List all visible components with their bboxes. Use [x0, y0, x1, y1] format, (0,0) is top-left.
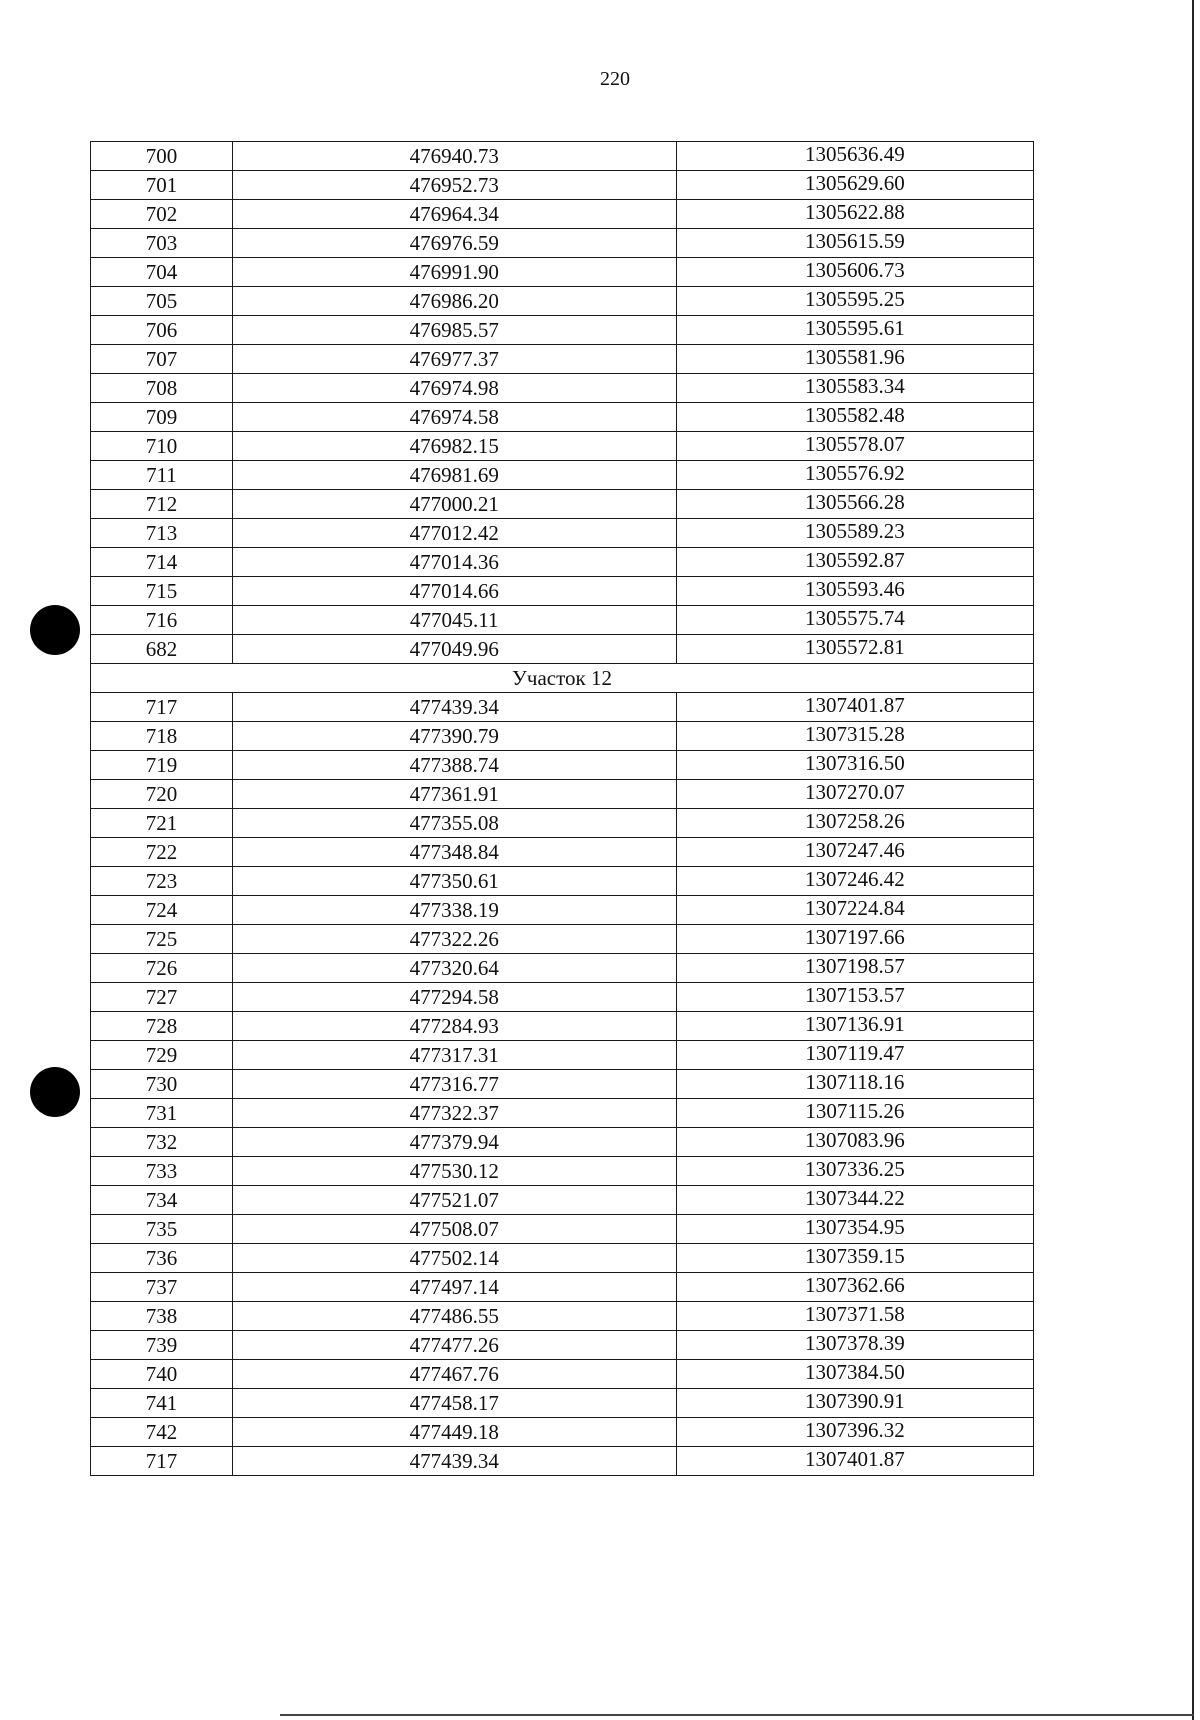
table-row: [91, 1070, 1034, 1099]
table-row: [91, 867, 1034, 896]
table-row: [91, 780, 1034, 809]
y-coordinate-cell: 1307224.84: [676, 896, 1033, 925]
section-header-group: [91, 664, 1034, 693]
table-row: [91, 548, 1034, 577]
y-coordinate-cell: 1305595.61: [676, 316, 1033, 345]
y-coordinate-cell: 1307384.50: [676, 1360, 1033, 1389]
x-coordinate-cell: 477449.18: [232, 1418, 676, 1447]
table-row: [91, 1099, 1034, 1128]
x-coordinate-cell: 477320.64: [232, 954, 676, 983]
table-row: [91, 606, 1034, 635]
x-coordinate-cell: 476952.73: [232, 171, 676, 200]
point-number-cell: 682: [91, 635, 233, 664]
x-coordinate-cell: 477012.42: [232, 519, 676, 548]
table-row: [91, 432, 1034, 461]
point-number-cell: 740: [91, 1360, 233, 1389]
y-coordinate-cell: 1305581.96: [676, 345, 1033, 374]
table-row: [91, 229, 1034, 258]
y-coordinate-cell: 1307258.26: [676, 809, 1033, 838]
table-row: [91, 954, 1034, 983]
x-coordinate-cell: 477322.37: [232, 1099, 676, 1128]
y-coordinate-cell: 1307315.28: [676, 722, 1033, 751]
y-coordinate-cell: 1307336.25: [676, 1157, 1033, 1186]
point-number-cell: 725: [91, 925, 233, 954]
point-number-cell: 728: [91, 1012, 233, 1041]
point-number-cell: 727: [91, 983, 233, 1012]
x-coordinate-cell: 477458.17: [232, 1389, 676, 1418]
y-coordinate-cell: 1307396.32: [676, 1418, 1033, 1447]
point-number-cell: 705: [91, 287, 233, 316]
x-coordinate-cell: 477355.08: [232, 809, 676, 838]
x-coordinate-cell: 477521.07: [232, 1186, 676, 1215]
y-coordinate-cell: 1307344.22: [676, 1186, 1033, 1215]
page-number: 220: [600, 68, 630, 90]
point-number-cell: 732: [91, 1128, 233, 1157]
x-coordinate-cell: 477502.14: [232, 1244, 676, 1273]
table-row: [91, 1331, 1034, 1360]
punch-hole: [30, 605, 80, 655]
point-number-cell: 706: [91, 316, 233, 345]
point-number-cell: 717: [91, 1447, 233, 1476]
x-coordinate-cell: 476964.34: [232, 200, 676, 229]
table-row: [91, 751, 1034, 780]
point-number-cell: 742: [91, 1418, 233, 1447]
point-number-cell: 702: [91, 200, 233, 229]
y-coordinate-cell: 1307119.47: [676, 1041, 1033, 1070]
point-number-cell: 703: [91, 229, 233, 258]
table-row: [91, 1244, 1034, 1273]
coordinates-table: [90, 141, 1034, 1476]
y-coordinate-cell: 1307270.07: [676, 780, 1033, 809]
y-coordinate-cell: 1305578.07: [676, 432, 1033, 461]
y-coordinate-cell: 1305629.60: [676, 171, 1033, 200]
point-number-cell: 733: [91, 1157, 233, 1186]
y-coordinate-cell: 1305636.49: [676, 142, 1033, 171]
x-coordinate-cell: 477284.93: [232, 1012, 676, 1041]
table-row: [91, 722, 1034, 751]
table-row: [91, 635, 1034, 664]
x-coordinate-cell: 477317.31: [232, 1041, 676, 1070]
point-number-cell: 714: [91, 548, 233, 577]
x-coordinate-cell: 477350.61: [232, 867, 676, 896]
y-coordinate-cell: 1305615.59: [676, 229, 1033, 258]
y-coordinate-cell: 1307118.16: [676, 1070, 1033, 1099]
point-number-cell: 730: [91, 1070, 233, 1099]
x-coordinate-cell: 477439.34: [232, 693, 676, 722]
point-number-cell: 700: [91, 142, 233, 171]
y-coordinate-cell: 1307359.15: [676, 1244, 1033, 1273]
x-coordinate-cell: 477508.07: [232, 1215, 676, 1244]
y-coordinate-cell: 1307136.91: [676, 1012, 1033, 1041]
table-row: [91, 1157, 1034, 1186]
point-number-cell: 715: [91, 577, 233, 606]
x-coordinate-cell: 476986.20: [232, 287, 676, 316]
table-row: [91, 896, 1034, 925]
point-number-cell: 731: [91, 1099, 233, 1128]
x-coordinate-cell: 477361.91: [232, 780, 676, 809]
point-number-cell: 720: [91, 780, 233, 809]
y-coordinate-cell: 1305576.92: [676, 461, 1033, 490]
point-number-cell: 719: [91, 751, 233, 780]
point-number-cell: 741: [91, 1389, 233, 1418]
y-coordinate-cell: 1307390.91: [676, 1389, 1033, 1418]
table-row: [91, 1215, 1034, 1244]
y-coordinate-cell: 1307246.42: [676, 867, 1033, 896]
x-coordinate-cell: 476974.58: [232, 403, 676, 432]
point-number-cell: 726: [91, 954, 233, 983]
table-row: [91, 577, 1034, 606]
punch-hole: [30, 1067, 80, 1117]
table-block-b: [91, 693, 1034, 1476]
table-row: [91, 345, 1034, 374]
y-coordinate-cell: 1307198.57: [676, 954, 1033, 983]
y-coordinate-cell: 1305592.87: [676, 548, 1033, 577]
x-coordinate-cell: 477014.66: [232, 577, 676, 606]
table-row: [91, 142, 1034, 171]
point-number-cell: 721: [91, 809, 233, 838]
y-coordinate-cell: 1307401.87: [676, 693, 1033, 722]
table-row: [91, 287, 1034, 316]
x-coordinate-cell: 477000.21: [232, 490, 676, 519]
point-number-cell: 707: [91, 345, 233, 374]
point-number-cell: 709: [91, 403, 233, 432]
x-coordinate-cell: 477477.26: [232, 1331, 676, 1360]
table-row: [91, 461, 1034, 490]
table-row: [91, 1302, 1034, 1331]
y-coordinate-cell: 1307197.66: [676, 925, 1033, 954]
point-number-cell: 734: [91, 1186, 233, 1215]
y-coordinate-cell: 1305589.23: [676, 519, 1033, 548]
table-row: [91, 693, 1034, 722]
x-coordinate-cell: 477388.74: [232, 751, 676, 780]
y-coordinate-cell: 1305582.48: [676, 403, 1033, 432]
x-coordinate-cell: 477294.58: [232, 983, 676, 1012]
point-number-cell: 729: [91, 1041, 233, 1070]
x-coordinate-cell: 477467.76: [232, 1360, 676, 1389]
table-row: [91, 1186, 1034, 1215]
point-number-cell: 718: [91, 722, 233, 751]
page-edge-bottom: [280, 1714, 1194, 1716]
point-number-cell: 708: [91, 374, 233, 403]
table-row: [91, 838, 1034, 867]
table-row: [91, 258, 1034, 287]
point-number-cell: 738: [91, 1302, 233, 1331]
table-row: [91, 490, 1034, 519]
y-coordinate-cell: 1307378.39: [676, 1331, 1033, 1360]
x-coordinate-cell: 477530.12: [232, 1157, 676, 1186]
point-number-cell: 736: [91, 1244, 233, 1273]
x-coordinate-cell: 477439.34: [232, 1447, 676, 1476]
point-number-cell: 737: [91, 1273, 233, 1302]
point-number-cell: 722: [91, 838, 233, 867]
table-row: [91, 1418, 1034, 1447]
section-title: Участок 12: [91, 664, 1034, 693]
x-coordinate-cell: 477045.11: [232, 606, 676, 635]
point-number-cell: 723: [91, 867, 233, 896]
y-coordinate-cell: 1307115.26: [676, 1099, 1033, 1128]
table-row: [91, 1389, 1034, 1418]
x-coordinate-cell: 477049.96: [232, 635, 676, 664]
x-coordinate-cell: 476985.57: [232, 316, 676, 345]
y-coordinate-cell: 1305566.28: [676, 490, 1033, 519]
y-coordinate-cell: 1305583.34: [676, 374, 1033, 403]
table-row: [91, 1041, 1034, 1070]
x-coordinate-cell: 476991.90: [232, 258, 676, 287]
x-coordinate-cell: 477316.77: [232, 1070, 676, 1099]
table-row: [91, 374, 1034, 403]
y-coordinate-cell: 1305622.88: [676, 200, 1033, 229]
table-row: [91, 316, 1034, 345]
table-row: [91, 171, 1034, 200]
table-row: [91, 519, 1034, 548]
y-coordinate-cell: 1307354.95: [676, 1215, 1033, 1244]
x-coordinate-cell: 477014.36: [232, 548, 676, 577]
table-block-a: [91, 142, 1034, 664]
x-coordinate-cell: 476976.59: [232, 229, 676, 258]
point-number-cell: 717: [91, 693, 233, 722]
y-coordinate-cell: 1307247.46: [676, 838, 1033, 867]
table-row: [91, 403, 1034, 432]
x-coordinate-cell: 477348.84: [232, 838, 676, 867]
y-coordinate-cell: 1307153.57: [676, 983, 1033, 1012]
x-coordinate-cell: 476977.37: [232, 345, 676, 374]
x-coordinate-cell: 476981.69: [232, 461, 676, 490]
y-coordinate-cell: 1307371.58: [676, 1302, 1033, 1331]
point-number-cell: 724: [91, 896, 233, 925]
table-row: [91, 200, 1034, 229]
point-number-cell: 701: [91, 171, 233, 200]
y-coordinate-cell: 1307083.96: [676, 1128, 1033, 1157]
page-edge-right: [1192, 0, 1194, 1720]
point-number-cell: 716: [91, 606, 233, 635]
x-coordinate-cell: 476982.15: [232, 432, 676, 461]
x-coordinate-cell: 477338.19: [232, 896, 676, 925]
y-coordinate-cell: 1307362.66: [676, 1273, 1033, 1302]
table-row: [91, 1447, 1034, 1476]
point-number-cell: 710: [91, 432, 233, 461]
section-header-row: [91, 664, 1034, 693]
x-coordinate-cell: 477390.79: [232, 722, 676, 751]
y-coordinate-cell: 1305575.74: [676, 606, 1033, 635]
table-row: [91, 1012, 1034, 1041]
table-row: [91, 809, 1034, 838]
x-coordinate-cell: 477497.14: [232, 1273, 676, 1302]
table-row: [91, 1360, 1034, 1389]
table-row: [91, 983, 1034, 1012]
x-coordinate-cell: 477322.26: [232, 925, 676, 954]
table-row: [91, 1128, 1034, 1157]
y-coordinate-cell: 1305595.25: [676, 287, 1033, 316]
table-row: [91, 925, 1034, 954]
x-coordinate-cell: 476974.98: [232, 374, 676, 403]
x-coordinate-cell: 476940.73: [232, 142, 676, 171]
point-number-cell: 712: [91, 490, 233, 519]
x-coordinate-cell: 477486.55: [232, 1302, 676, 1331]
x-coordinate-cell: 477379.94: [232, 1128, 676, 1157]
y-coordinate-cell: 1307401.87: [676, 1447, 1033, 1476]
point-number-cell: 704: [91, 258, 233, 287]
point-number-cell: 739: [91, 1331, 233, 1360]
y-coordinate-cell: 1307316.50: [676, 751, 1033, 780]
point-number-cell: 711: [91, 461, 233, 490]
table-row: [91, 1273, 1034, 1302]
point-number-cell: 713: [91, 519, 233, 548]
y-coordinate-cell: 1305606.73: [676, 258, 1033, 287]
point-number-cell: 735: [91, 1215, 233, 1244]
y-coordinate-cell: 1305593.46: [676, 577, 1033, 606]
y-coordinate-cell: 1305572.81: [676, 635, 1033, 664]
